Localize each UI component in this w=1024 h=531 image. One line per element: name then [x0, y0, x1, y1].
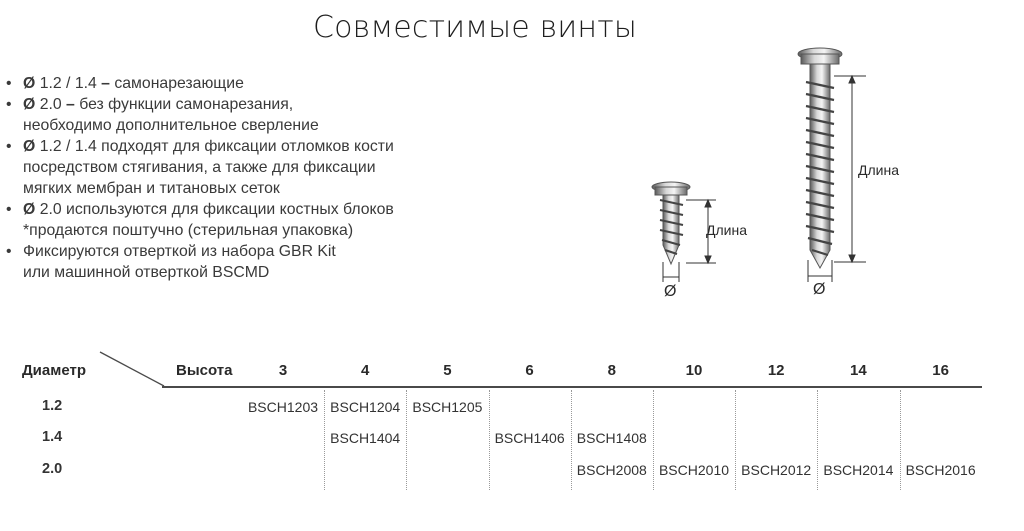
column-header: 6: [525, 362, 534, 379]
table-cell: BSCH2014: [823, 462, 894, 478]
page-title: Совместимые винты: [312, 10, 638, 45]
table-cell: BSCH1205: [412, 399, 483, 415]
bullet-text-continuation: посредством стягивания, а также для фиксации: [23, 159, 376, 176]
small-screw-length-label: Длина: [706, 222, 747, 238]
features-list-item: [6, 136, 476, 178]
bullet-dot: •: [6, 243, 12, 260]
bullet-dot: •: [6, 75, 12, 92]
column-header: 10: [685, 362, 703, 379]
small-screw-icon: [652, 182, 690, 264]
features-list-item: [6, 178, 476, 199]
bullet-dot: •: [6, 96, 12, 113]
bullet-text: без функции самонарезания,: [79, 96, 294, 113]
bullet-text: подходят для фиксации отломков кости: [101, 138, 394, 155]
bullet-text: Фиксируются отверткой из набора GBR Kit: [23, 243, 336, 260]
header-height: Высота: [176, 362, 233, 379]
bullet-text: мягких мембран и титановых сеток: [23, 180, 280, 197]
features-list-item: [6, 94, 476, 136]
diameter-value: 1.2 / 1.4: [39, 138, 97, 155]
diameter-icon: Ø: [23, 75, 36, 92]
diameter-value: 1.2 / 1.4: [39, 75, 97, 92]
column-header: 4: [361, 362, 370, 379]
features-list: [6, 73, 476, 283]
column-header: 12: [767, 362, 785, 379]
features-list-item: [6, 73, 476, 94]
table-cell: BSCH1404: [330, 430, 401, 446]
row-header: 2.0: [42, 461, 63, 477]
separator: –: [96, 75, 115, 92]
column-header: 3: [278, 362, 288, 379]
table-cell: BSCH2010: [658, 462, 730, 478]
large-screw-dimension-lines: [808, 76, 866, 282]
row-header: 1.2: [42, 398, 63, 414]
diameter-icon: Ø: [23, 96, 36, 113]
diameter-icon: Ø: [23, 138, 36, 155]
table-cell: BSCH2012: [741, 462, 812, 478]
large-screw-icon: [798, 48, 842, 268]
bullet-text: используются для фиксации костных блоков: [66, 201, 394, 218]
table-cell: BSCH1406: [494, 430, 565, 446]
bullet-text: самонарезающие: [114, 75, 244, 92]
diameter-icon: Ø: [23, 201, 36, 218]
diameter-value: 2.0: [39, 96, 62, 113]
table-cell: BSCH1203: [247, 399, 319, 415]
column-header: 5: [443, 362, 452, 379]
separator: –: [61, 96, 80, 113]
screw-table: [0, 348, 1024, 498]
row-header: 1.4: [42, 429, 63, 445]
large-screw-length-label: Длина: [858, 162, 899, 178]
bullet-text-continuation: необходимо дополнительное сверление: [23, 117, 319, 134]
table-cell: BSCH1204: [330, 399, 401, 415]
bullet-text-continuation: или машинной отверткой BSCMD: [23, 264, 270, 281]
column-header: 16: [932, 362, 949, 379]
table-cell: BSCH2008: [576, 462, 647, 478]
features-list-item: [6, 199, 476, 241]
features-list-item: [6, 241, 476, 283]
column-header: 14: [850, 362, 867, 379]
small-screw-dimension-lines: [663, 200, 716, 282]
bullet-dot: •: [6, 138, 12, 155]
header-diameter: Диаметр: [22, 362, 86, 379]
header-divider: [162, 386, 982, 388]
bullet-dot: •: [6, 201, 12, 218]
large-screw-diameter-icon: Ø: [813, 281, 826, 298]
small-screw-diameter-icon: Ø: [664, 283, 677, 300]
column-header: 8: [607, 362, 616, 379]
table-cell: BSCH1408: [576, 430, 647, 446]
table-cell: BSCH2016: [905, 462, 976, 478]
diameter-value: 2.0: [39, 201, 62, 218]
bullet-text-continuation: *продаются поштучно (стерильная упаковка): [23, 222, 354, 239]
